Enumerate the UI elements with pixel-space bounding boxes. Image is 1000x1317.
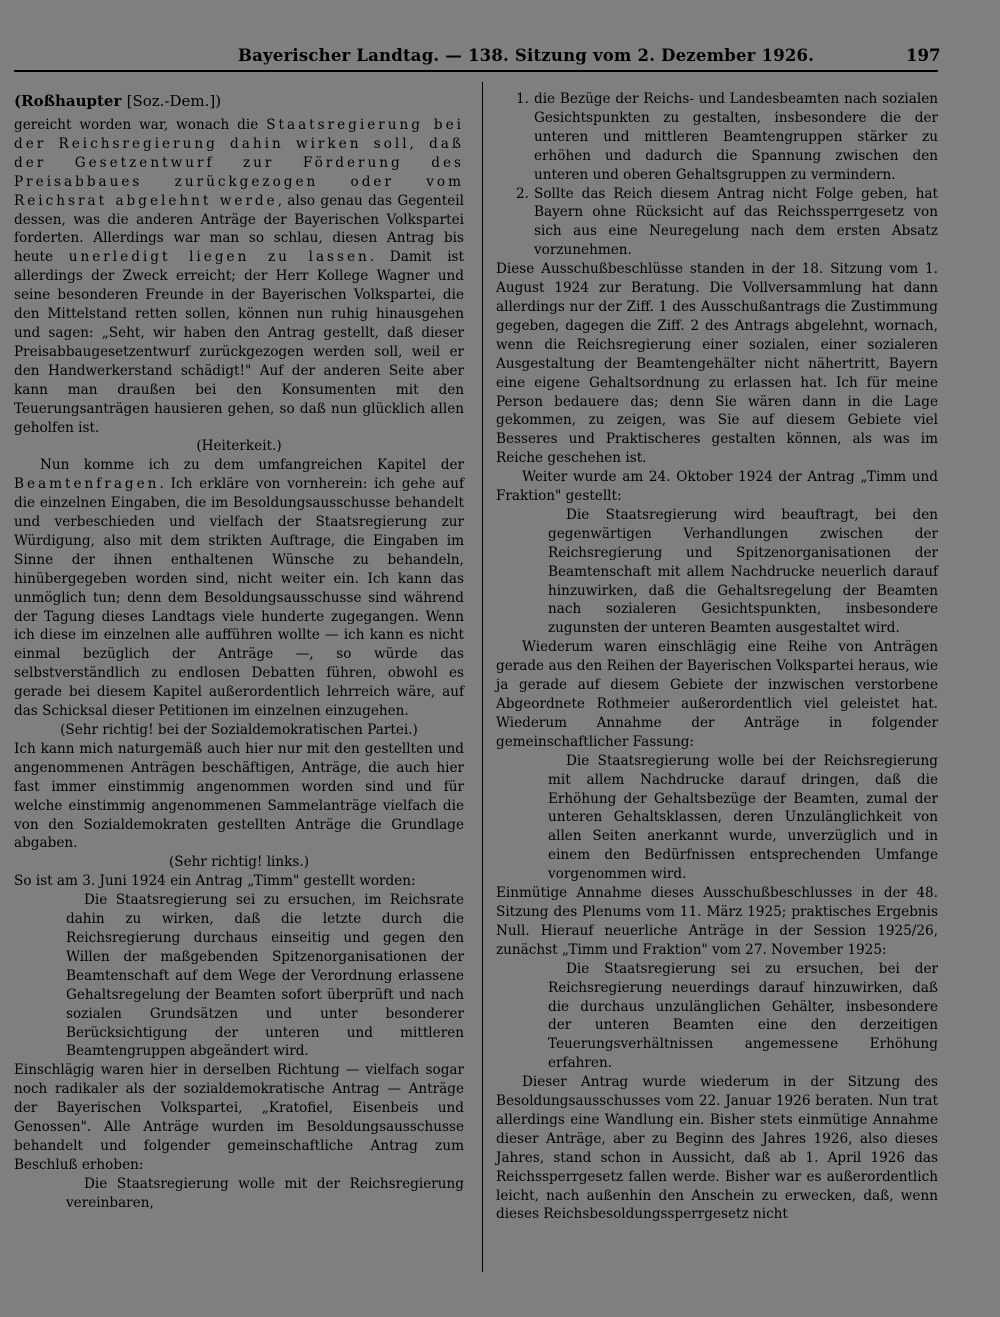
quoted-motion: Die Staatsregierung sei zu ersuchen, im Reichsrate dahin zu wirken, daß die letzte durch die Reichsregierung durchaus einseitig und gegen den Willen der maßgebenden Spitzenorganisationen der Beamtenschaft auf dem Wege der Verordnung erlassene Gehaltsregelung der Beamten sofort überprüft und nach sozialen Grundsätzen und unter besonderer Berücksichtigung der unteren und mittleren Beamtengruppen abgeändert wird. [66,892,464,1060]
spaced-text: Beamtenfragen [14,476,160,493]
header-rule [14,70,938,72]
interjection: (Sehr richtig! bei der Sozialdemokratischen Partei.) [60,722,418,738]
quoted-motion: Die Staatsregierung wird beauftragt, bei den gegenwärtigen Verhandlungen zwischen der Reichsregierung und Spitzenorganisationen der Beamtenschaft mit allem Nachdrucke neuerlich darauf hinzuwirken, daß die Gehaltsregelung der Beamten nach sozialeren Gesichtspunkten, insbesondere zugunsten der unteren Beamten ausgestaltet wird. [548,506,938,637]
list-number: 1. [516,91,529,107]
running-header [0,46,1000,70]
spaced-text: Staatsregierung bei der Reichsregierung dahin wirken soll, daß der Gesetzentwurf zur Förderung des Preisabbaues zurückgezogen oder vom Reichsrat abgelehnt werde [14,117,464,209]
motion-list [496,90,938,260]
list-item [496,185,938,261]
quoted-motion: Die Staatsregierung sei zu ersuchen, bei der Reichsregierung neuerdings darauf hinzuwirken, daß die durchaus unzulänglichen Gehälter, insbesondere der unteren Beamten eine den derzeitigen Teuerungsverhältnissen angemessene Erhöhung erfahren. [548,960,938,1072]
interjection: (Sehr richtig! links.) [168,854,310,871]
header-title: Bayerischer Landtag. — 138. Sitzung vom 2. Dezember 1926. [238,46,815,65]
speaker-heading [14,90,464,112]
paragraph: Einschlägig waren hier in derselben Richtung — vielfach sogar noch radikaler als der sozialdemokratische Antrag — Anträge der Bayerischen Volkspartei, „Kratofiel, Eisenbeis und Genossen". Alle Anträge wurden im Besoldungsausschusse behandelt und folgender gemeinschaftliche Antrag zum Beschluß erhoben: [14,1062,464,1173]
left-column [14,90,464,1213]
text-run: gereicht worden war, wonach die [14,117,267,133]
paragraph: Ich kann mich naturgemäß auch hier nur mit den gestellten und angenommenen Anträgen beschäftigen, Anträge, die auch hier fast immer einstimmig angenommen worden sind und für welche einstimmig angenommenen Sammelanträge vielfach die von den Sozialdemokraten gestellten Anträge die Grundlage abgaben. [14,740,464,852]
list-text: Sollte das Reich diesem Antrag nicht Folge geben, hat Bayern ohne Rücksicht auf das Reichssperrgesetz von sich aus eine Neuregelung nach dem ersten Absatz vorzunehmen. [534,185,938,259]
speaker-name: (Roßhaupter [14,92,122,110]
text-run: , also genau das Gegenteil dessen, was die anderen Anträge der Bayerischen Volkspartei forderten. Allerdings war man so schlau, diesen Antrag bis heute [14,192,464,266]
paragraph: Weiter wurde am 24. Oktober 1924 der Antrag „Timm und Fraktion" gestellt: [496,469,938,505]
paragraph: Wiederum waren einschlägig eine Reihe von Anträgen gerade aus den Reihen der Bayerischen Volkspartei heraus, wie ja gerade auf diesem Gebiete der inzwischen verstorbene Abgeordnete Rothmeier außerordentlich viel geleistet hat. Wiederum Annahme der Anträge in folgender gemeinschaftlicher Fassung: [496,639,938,750]
quoted-motion: Die Staatsregierung wolle bei der Reichsregierung mit allem Nachdrucke darauf dringen, daß die Erhöhung der Gehaltsbezüge der Beamten, zumal der unteren Gehaltsklassen, deren Unzulänglichkeit von allen Seiten anerkannt wurde, unverzüglich und in einem den Bedürfnissen entsprechenden Umfange vorgenommen wird. [548,752,938,883]
paragraph [14,456,464,721]
speaker-party: [Soz.-Dem.]) [126,92,222,110]
text-run: . Ich erkläre von vornherein: ich gehe auf die einzelnen Eingaben, die im Besoldungsausschusse behandelt und verbeschieden und vielfach der Staatsregierung zur Würdigung, also mit dem strikten Auftrage, die Eingaben im Sinne der ihnen enthaltenen Wünsche zu behandeln, hinübergegeben worden sind, nicht weiter ein. Ich kann das unmöglich tun; denn dem Besoldungsausschusse sind während der Tagung dieses Landtags viele hunderte zugegangen. Wenn ich diese im einzelnen alle aufführen wollte — ich kann es nicht einmal bezüglich der Anträge —, so würde das selbstverständlich zu endlosen Debatten führen, obwohl es gerade bei diesem Kapitel außerordentlich lehrreich wäre, auf das Schicksal dieser Petitionen im einzelnen einzugehen. [14,476,464,720]
list-number: 2. [516,185,529,202]
paragraph: So ist am 3. Juni 1924 ein Antrag „Timm" gestellt worden: [14,873,416,890]
paragraph [14,116,464,437]
right-column [496,90,938,1224]
text-run: . Damit ist allerdings der Zweck erreicht; der Herr Kollege Wagner und seine besonderen Freunde in der Bayerischen Volkspartei, die den Mittelstand retten sollen, können nun ruhig hinausgehen und sagen: „Seht, wir haben den Antrag gestellt, daß dieser Preisabbaugesetzentwurf zurückgezogen werden soll, weil er den Handwerkerstand schädigt!" Auf der anderen Seite aber kann man draußen bei den Konsumenten mit den Teuerungsanträgen hausieren gehen, so daß nun glücklich allen geholfen ist. [14,249,464,436]
spaced-text: unerledigt liegen zu lassen [68,249,370,266]
paragraph: Diese Ausschußbeschlüsse standen in der 18. Sitzung vom 1. August 1924 zur Beratung. Die Vollversammlung hat dann allerdings nur der Ziff. 1 des Ausschußantrags die Zustimmung gegeben, dagegen die Ziff. 2 des Antrags abgelehnt, wornach, wenn die Reichsregierung einer sozialen, einer sozialeren Ausgestaltung der Beamtengehälter nicht nähertritt, Bayern eine eigene Gehaltsordnung zu erlassen hat. Ich für meine Person bedauere das; denn Sie wären dann in die Lage gekommen, zu zeigen, was Sie auf diesem Gebiete viel Besseres und Praktischeres gestalten können, als was im Reiche geschehen ist. [496,261,938,467]
paragraph: Einmütige Annahme dieses Ausschußbeschlusses in der 48. Sitzung des Plenums vom 11. März 1925; praktisches Ergebnis Null. Hierauf neuerliche Anträge in der Session 1925/26, zunächst „Timm und Fraktion" vom 27. November 1925: [496,885,938,958]
text-run: Nun komme ich zu dem umfangreichen Kapitel der [40,457,464,474]
list-item [496,90,938,185]
list-text: die Bezüge der Reichs- und Landesbeamten nach sozialen Gesichtspunkten zu gestalten, insbesondere die der unteren und mittleren Beamtengruppen stärker zu erhöhen und dadurch die Spannung zwischen den unteren und oberen Gehaltsgruppen zu vermindern. [534,91,938,183]
quoted-motion: Die Staatsregierung wolle mit der Reichsregierung vereinbaren, [66,1175,464,1211]
interjection: (Heiterkeit.) [196,438,282,455]
page-number: 197 [906,46,941,65]
column-divider [482,82,483,1272]
paragraph: Dieser Antrag wurde wiederum in der Sitzung des Besoldungsausschusses vom 22. Januar 1926 beraten. Nun trat allerdings eine Wandlung ein. Bisher stets einmütige Annahme dieser Anträge, aber zu Beginn des Jahres 1926, also dieses Jahres, stand schon in Aussicht, daß ab 1. April 1926 das Reichssperrgesetz fallen werde. Bisher war es außerordentlich leicht, nach außenhin den Anschein zu erwecken, daß, wenn dieses Reichsbesoldungssperrgesetz nicht [496,1074,938,1223]
